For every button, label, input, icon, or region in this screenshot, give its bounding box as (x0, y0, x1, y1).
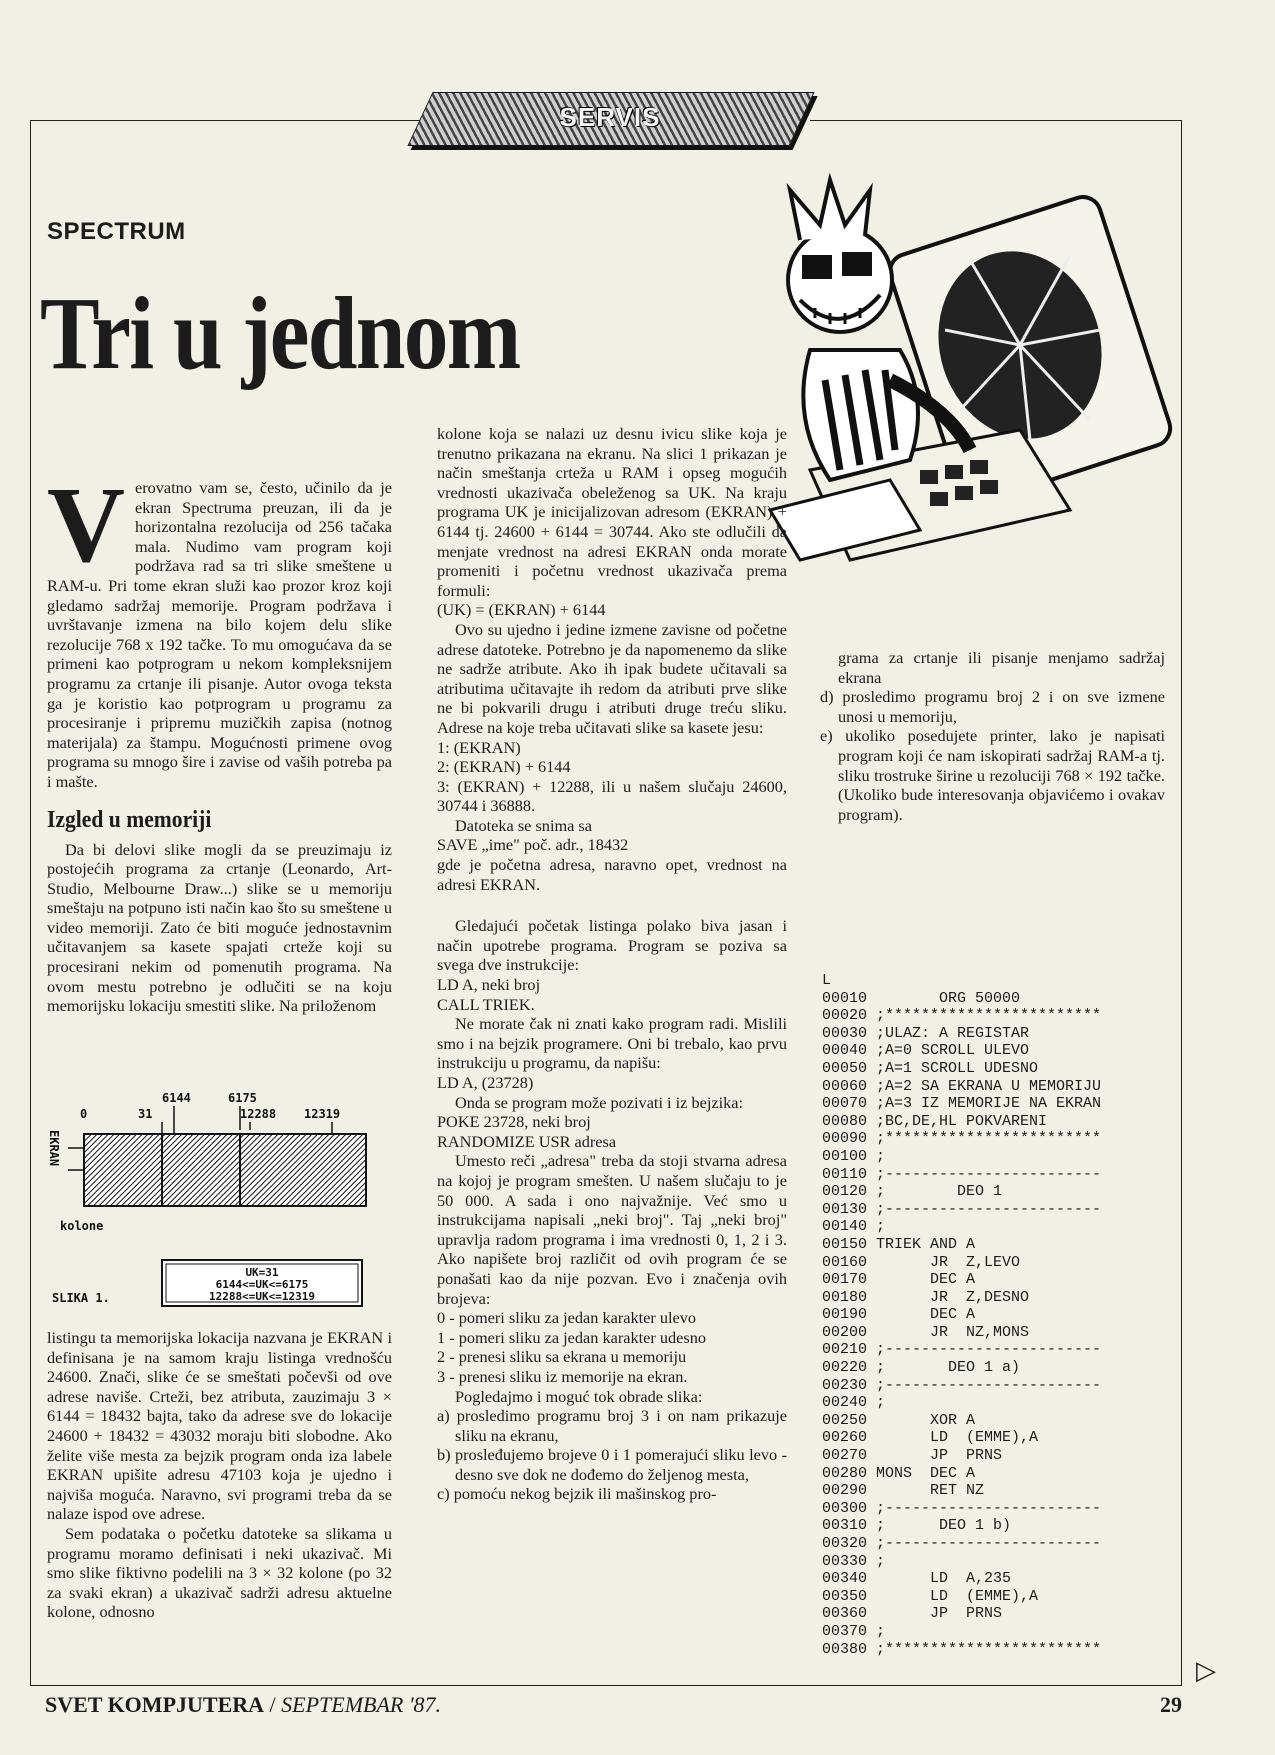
label-6144: 6144 (162, 1091, 191, 1105)
label-0: 0 (80, 1107, 88, 1121)
intro-paragraph: erovatno vam se, često, učinilo da je ekran Spectruma preuzan, ili da je horizontalna rezolucija od 256 tačaka mala. Nudimo vam program koji podržava rad sa tri slike smeštene u RAM-u. Pri tome ekran služi kao prozor kroz koji gledamo sadržaj memorije. Program podržava i uvrštavanje izmena na bilo kojem delu slike rezolucije 768 x 192 tačke. To mu omogućava da se primeni kao potprogram u nekom kompleksnijem programu za crtanje ili pisanje. Autor ovoga teksta ga je koristio kao potprogram u programu za procesiranje i pripremu muzičkih zapisa (notnog materijala) za štampu. Mogućnosti primene ovog programa su mnogo šire i zavise od vaših potreba pa i mašte. (47, 478, 392, 791)
side-label: EKRAN (47, 1130, 61, 1167)
drop-cap: V (47, 466, 125, 585)
address-line: 3: (EKRAN) + 12288, ili u našem slučaju 24600, 30744 i 36888. (437, 776, 787, 816)
value-line: 1 - pomeri sliku za jedan karakter udesno (437, 1327, 706, 1347)
subheading: Izgled u memoriji (47, 806, 212, 833)
list-item: a) prosledimo programu broj 3 i on nam prikazuje sliku na ekranu, (437, 1406, 787, 1445)
banner-label: SERVIS (559, 102, 661, 132)
paragraph: kolone koja se nalazi uz desnu ivicu slike koja je trenutno prikazana na ekranu. Na slici 1 prikazan je način smeštanja crteža u RAM i opseg mogućih vrednosti ukazivača obeleženog sa UK. Na kraju programa UK je inicijalizovan adresom (EKRAN) + 6144 tj. 24600 + 6144 = 30744. Ako ste odlučili da menjate vrednost na adresi EKRAN onda morate promeniti i početnu vrednost ukazivača prema formuli: (437, 424, 787, 600)
list-item: b) prosleđujemo brojeve 0 i 1 pomerajući sliku levo - desno sve dok ne dođemo do željenog mesta, (437, 1445, 787, 1484)
address-line: 1: (EKRAN) (437, 737, 521, 757)
page-number: 29 (1160, 1692, 1182, 1717)
glasses-left (802, 255, 832, 279)
magazine-name: SVET KOMPJUTERA (45, 1692, 265, 1717)
code-line: CALL TRIEK. (437, 994, 535, 1014)
kolone-label: kolone (60, 1219, 104, 1233)
paragraph: Onda se program može pozivati i iz bejzika: (455, 1092, 743, 1112)
footer (45, 1692, 441, 1718)
value-line: 3 - prenesi sliku iz memorije na ekran. (437, 1366, 688, 1386)
value-line: 2 - prenesi sliku sa ekrana u memoriju (437, 1347, 687, 1367)
column-1-top (47, 466, 392, 1016)
paragraph: Da bi delovi slike mogli da se preuzimaju iz postojećih programa za crtanje (Leonardo, Art-Studio, Melbourne Draw...) slike se u memoriju smeštaju na potpuno isti način kao što su smeštene u video memoriji. Zato će biti moguće jednostavnim učitavanjem sa kasete spajati crteže koji su procesirani nekim od pomenutih programa. Na ovom mestu potrebno je odlučiti se na koju memorijsku lokaciju smestiti slike. Na priloženom (47, 839, 392, 1016)
formula: (UK) = (EKRAN) + 6144 (437, 600, 606, 620)
paragraph: Pogledajmo i moguć tok obrade slika: (455, 1386, 703, 1406)
assembler-listing: L 00010 ORG 50000 00020 ;************************ 00030 ;ULAZ: A REGISTAR 00040 ;A=0 SCROLL ULEVO 00050 ;A=1 SCROLL UDESNO 00060 ;A=2 SA EKRANA U MEMORIJU 00070 ;A=3 IZ MEMORIJE NA EKRAN 00080 ;BC,DE,HL POKVARENI 00090 ;************************ 00100 ; 00110 ;------------------------ 00120 ; DEO 1 00130 ;------------------------ 00140 ; 00150 TRIEK AND A 00160 JR Z,LEVO 00170 DEC A 00180 JR Z,DESNO 00190 DEC A 00200 JR NZ,MONS 00210 ;------------------------ 00220 ; DEO 1 a) 00230 ;------------------------ 00240 ; 00250 XOR A 00260 LD (EMME),A 00270 JP PRNS 00280 MONS DEC A 00290 RET NZ 00300 ;------------------------ 00310 ; DEO 1 b) 00320 ;------------------------ 00330 ; 00340 LD A,235 00350 LD (EMME),A 00360 JP PRNS 00370 ; 00380 ;************************ (822, 972, 1102, 1658)
glasses-right (842, 252, 872, 276)
label-31: 31 (138, 1107, 153, 1121)
box-line-2: 6144<=UK<=6175 (215, 1278, 309, 1291)
paragraph: Ne morate čak ni znati kako program radi. Mislili smo i na bejzik programere. Oni bi trebalo, kao prvu instrukciju u programu, da napišu: (437, 1014, 787, 1073)
paragraph: Sem podataka o početku datoteke sa slikama u programu moramo definisati i neki ukazivač. Mi smo slike fiktivno podelili na 3 × 32 kolone (po 32 za svaki ekran) a ukazivač sadrži adresu aktuelne kolone, odnosno (47, 1523, 392, 1622)
column-3 (820, 648, 1165, 824)
box-line-1: UK=31 (245, 1266, 279, 1279)
hair-spikes (790, 180, 870, 240)
figure-caption: SLIKA 1. (52, 1291, 110, 1305)
label-12319: 12319 (304, 1107, 341, 1121)
computer-cartoon-illustration (770, 180, 1170, 600)
value-line: 0 - pomeri sliku za jedan karakter ulevo (437, 1308, 697, 1328)
paragraph: listingu ta memorijska lokacija nazvana je EKRAN i definisana je na samom kraju listinga vrednošću 24600. Znači, slike će se smeštati počevši od ove adrese naviše. Crteži, bez atributa, zauzimaju 3 × 6144 = 18432 bajta, tako da adrese sve do lokacije 24600 + 18432 = 43032 moraju biti slobodne. Ako želite više mesta za bejzik program onda iza labele EKRAN upišite adresu 47103 koja je ujedno i najviša moguća. Naravno, svi programi treba da se nalaze ispod ove adrese. (47, 1328, 392, 1524)
code-line: RANDOMIZE USR adresa (437, 1131, 617, 1151)
code-line: LD A, neki broj (437, 975, 541, 995)
memory-layout-figure (47, 1090, 410, 1335)
article-title: Tri u jednom (40, 276, 520, 391)
paragraph: grama za crtanje ili pisanje menjamo sadržaj ekrana (838, 648, 1165, 687)
continue-arrow-icon: ▷ (1196, 1656, 1216, 1685)
footer-separator: / (264, 1692, 282, 1717)
list-item: c) pomoću nekog bejzik ili mašinskog pro- (437, 1484, 717, 1504)
column-1-bottom (47, 1328, 392, 1622)
section-label: SPECTRUM (47, 218, 186, 245)
paragraph: Umesto reči „adresa" treba da stoji stvarna adresa na kojoj je program smešten. U našem slučaju to je 50 000. A sada i ono najvažnije. Već smo u instrukcijama napisali „neki broj". Taj „neki broj" upravlja radom programa i ima vrednosti 0, 1, 2 i 3. Ako napišete broj različit od ovih program će se ponašati kao da nije pozvan. Evo i značenja ovih brojeva: (437, 1151, 787, 1308)
memory-strip (84, 1134, 366, 1206)
paragraph: gde je početna adresa, naravno opet, vrednost na adresi EKRAN. (437, 855, 787, 894)
paragraph: Ovo su ujedno i jedine izmene zavisne od početne adrese datoteke. Potrebno je da napomenemo da slike ne sadrže atribute. Ako ih ipak budete učitavali sa atributima učitavajte ih redom da atributi prve slike ne bi pokvarili drugu i atributi druge treću sliku. Adrese na koje treba učitavati slike sa kasete jesu: (437, 619, 787, 737)
label-12288: 12288 (240, 1107, 277, 1121)
list-item: e) ukoliko posedujete printer, lako je napisati program koji će nam iskopirati sadržaj RAM-a tj. sliku trostruke širine u rezoluciji 768 × 192 tačke. (Ukoliko bude interesovanja objavićemo i ovakav program). (820, 726, 1165, 824)
label-6175: 6175 (228, 1091, 257, 1105)
code-line: POKE 23728, neki broj (437, 1112, 591, 1132)
code-line: LD A, (23728) (437, 1073, 534, 1092)
list-item: d) prosledimo programu broj 2 i on sve izmene unosi u memoriju, (820, 687, 1165, 726)
paragraph: Gledajući početak listinga polako biva jasan i način upotrebe programa. Program se poziva sa svega dve instrukcije: (437, 916, 787, 975)
address-line: 2: (EKRAN) + 6144 (437, 757, 571, 777)
issue-date: SEPTEMBAR '87. (281, 1692, 442, 1717)
box-line-3: 12288<=UK<=12319 (209, 1290, 315, 1303)
column-2 (437, 424, 787, 1504)
code-line: SAVE „ime" poč. adr., 18432 (437, 835, 629, 855)
paragraph: Datoteka se snima sa (455, 815, 592, 835)
